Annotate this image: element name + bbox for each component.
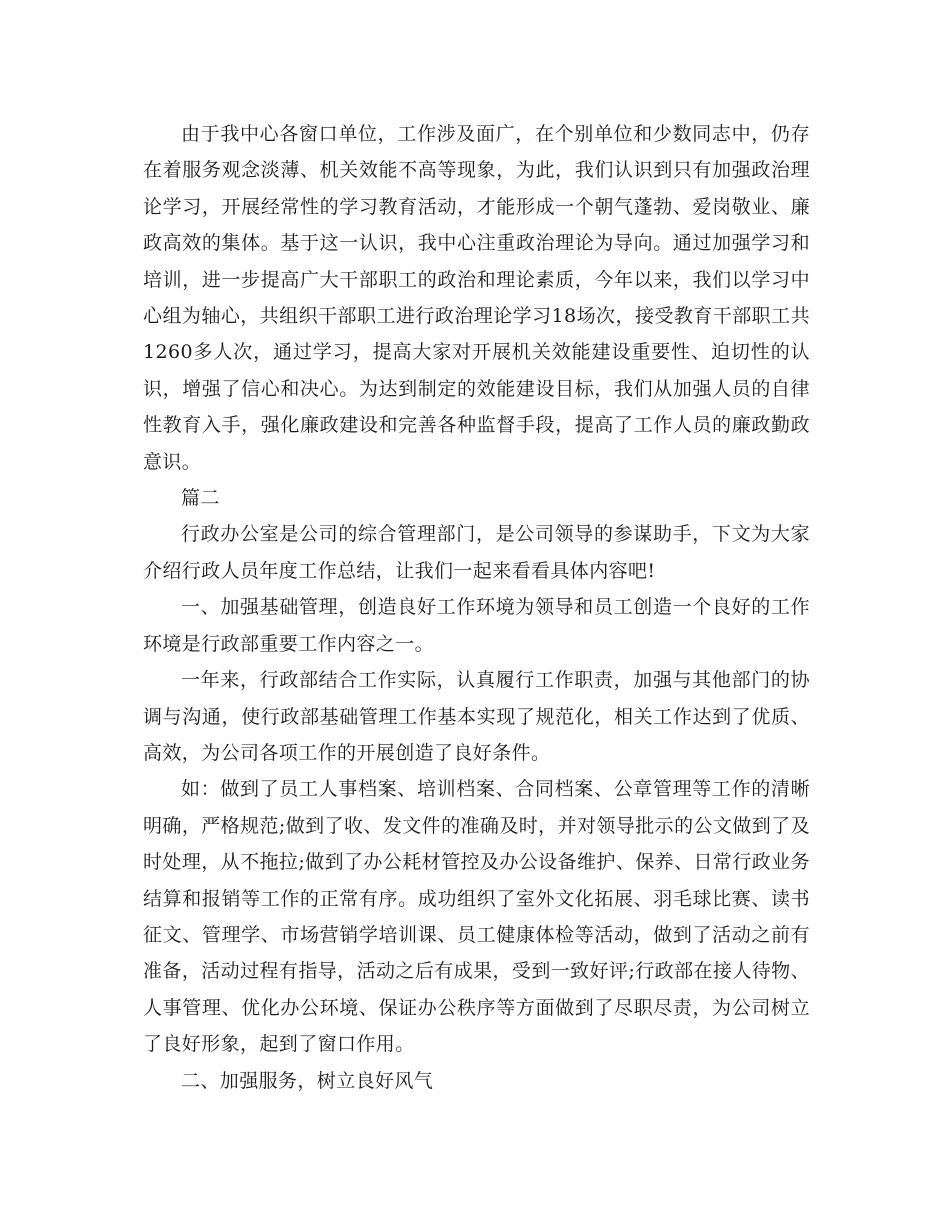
section-heading-part-two: 篇二 (181, 487, 220, 510)
paragraph-examples: 如：做到了员工人事档案、培训档案、合同档案、公章管理等工作的清晰明确，严格规范;做到了收、发文件的准确及时，并对领导批示的公文做到了及时处理，从不拖拉;做到了办公耗材管控及办公设备维护、保养、日常行政业务结算和报销等工作的正常有序。成功组织了室外文化拓展、羽毛球比赛、读书征文、管理学、市场营销学培训课、员工健康体检等活动，做到了活动之前有准备，活动过程有指导，活动之后有成果，受到一致好评;行政部在接人待物、人事管理、优化办公环境、保证办公秩序等方面做到了尽职尽责，为公司树立了良好形象，起到了窗口作用。 (143, 778, 810, 1056)
document-body (143, 116, 810, 1099)
paragraph-political-study: 由于我中心各窗口单位，工作涉及面广，在个别单位和少数同志中，仍存在着服务观念淡薄、机关效能不高等现象，为此，我们认识到只有加强政治理论学习，开展经常性的学习教育活动，才能形成一个朝气蓬勃、爱岗敬业、廉政高效的集体。基于这一认识，我中心注重政治理论为导向。通过加强学习和培训，进一步提高广大干部职工的政治和理论素质，今年以来，我们以学习中心组为轴心，共组织干部职工进行政治理论学习18场次，接受教育干部职工共1260多人次，通过学习，提高大家对开展机关效能建设重要性、迫切性的认识，增强了信心和决心。为达到制定的效能建设目标，我们从加强人员的自律性教育入手，强化廉政建设和完善各种监督手段，提高了工作人员的廉政勤政意识。 (143, 123, 810, 473)
paragraph-year-review: 一年来，行政部结合工作实际，认真履行工作职责，加强与其他部门的协调与沟通，使行政部基础管理工作基本实现了规范化，相关工作达到了优质、高效，为公司各项工作的开展创造了良好条件。 (143, 669, 810, 764)
paragraph-admin-office-intro: 行政办公室是公司的综合管理部门，是公司领导的参谋助手，下文为大家介绍行政人员年度工作总结，让我们一起来看看具体内容吧! (143, 523, 810, 582)
paragraph-service-heading: 二、加强服务，树立良好风气 (181, 1069, 434, 1092)
paragraph-basic-management-heading: 一、加强基础管理，创造良好工作环境为领导和员工创造一个良好的工作环境是行政部重要工作内容之一。 (143, 596, 810, 655)
